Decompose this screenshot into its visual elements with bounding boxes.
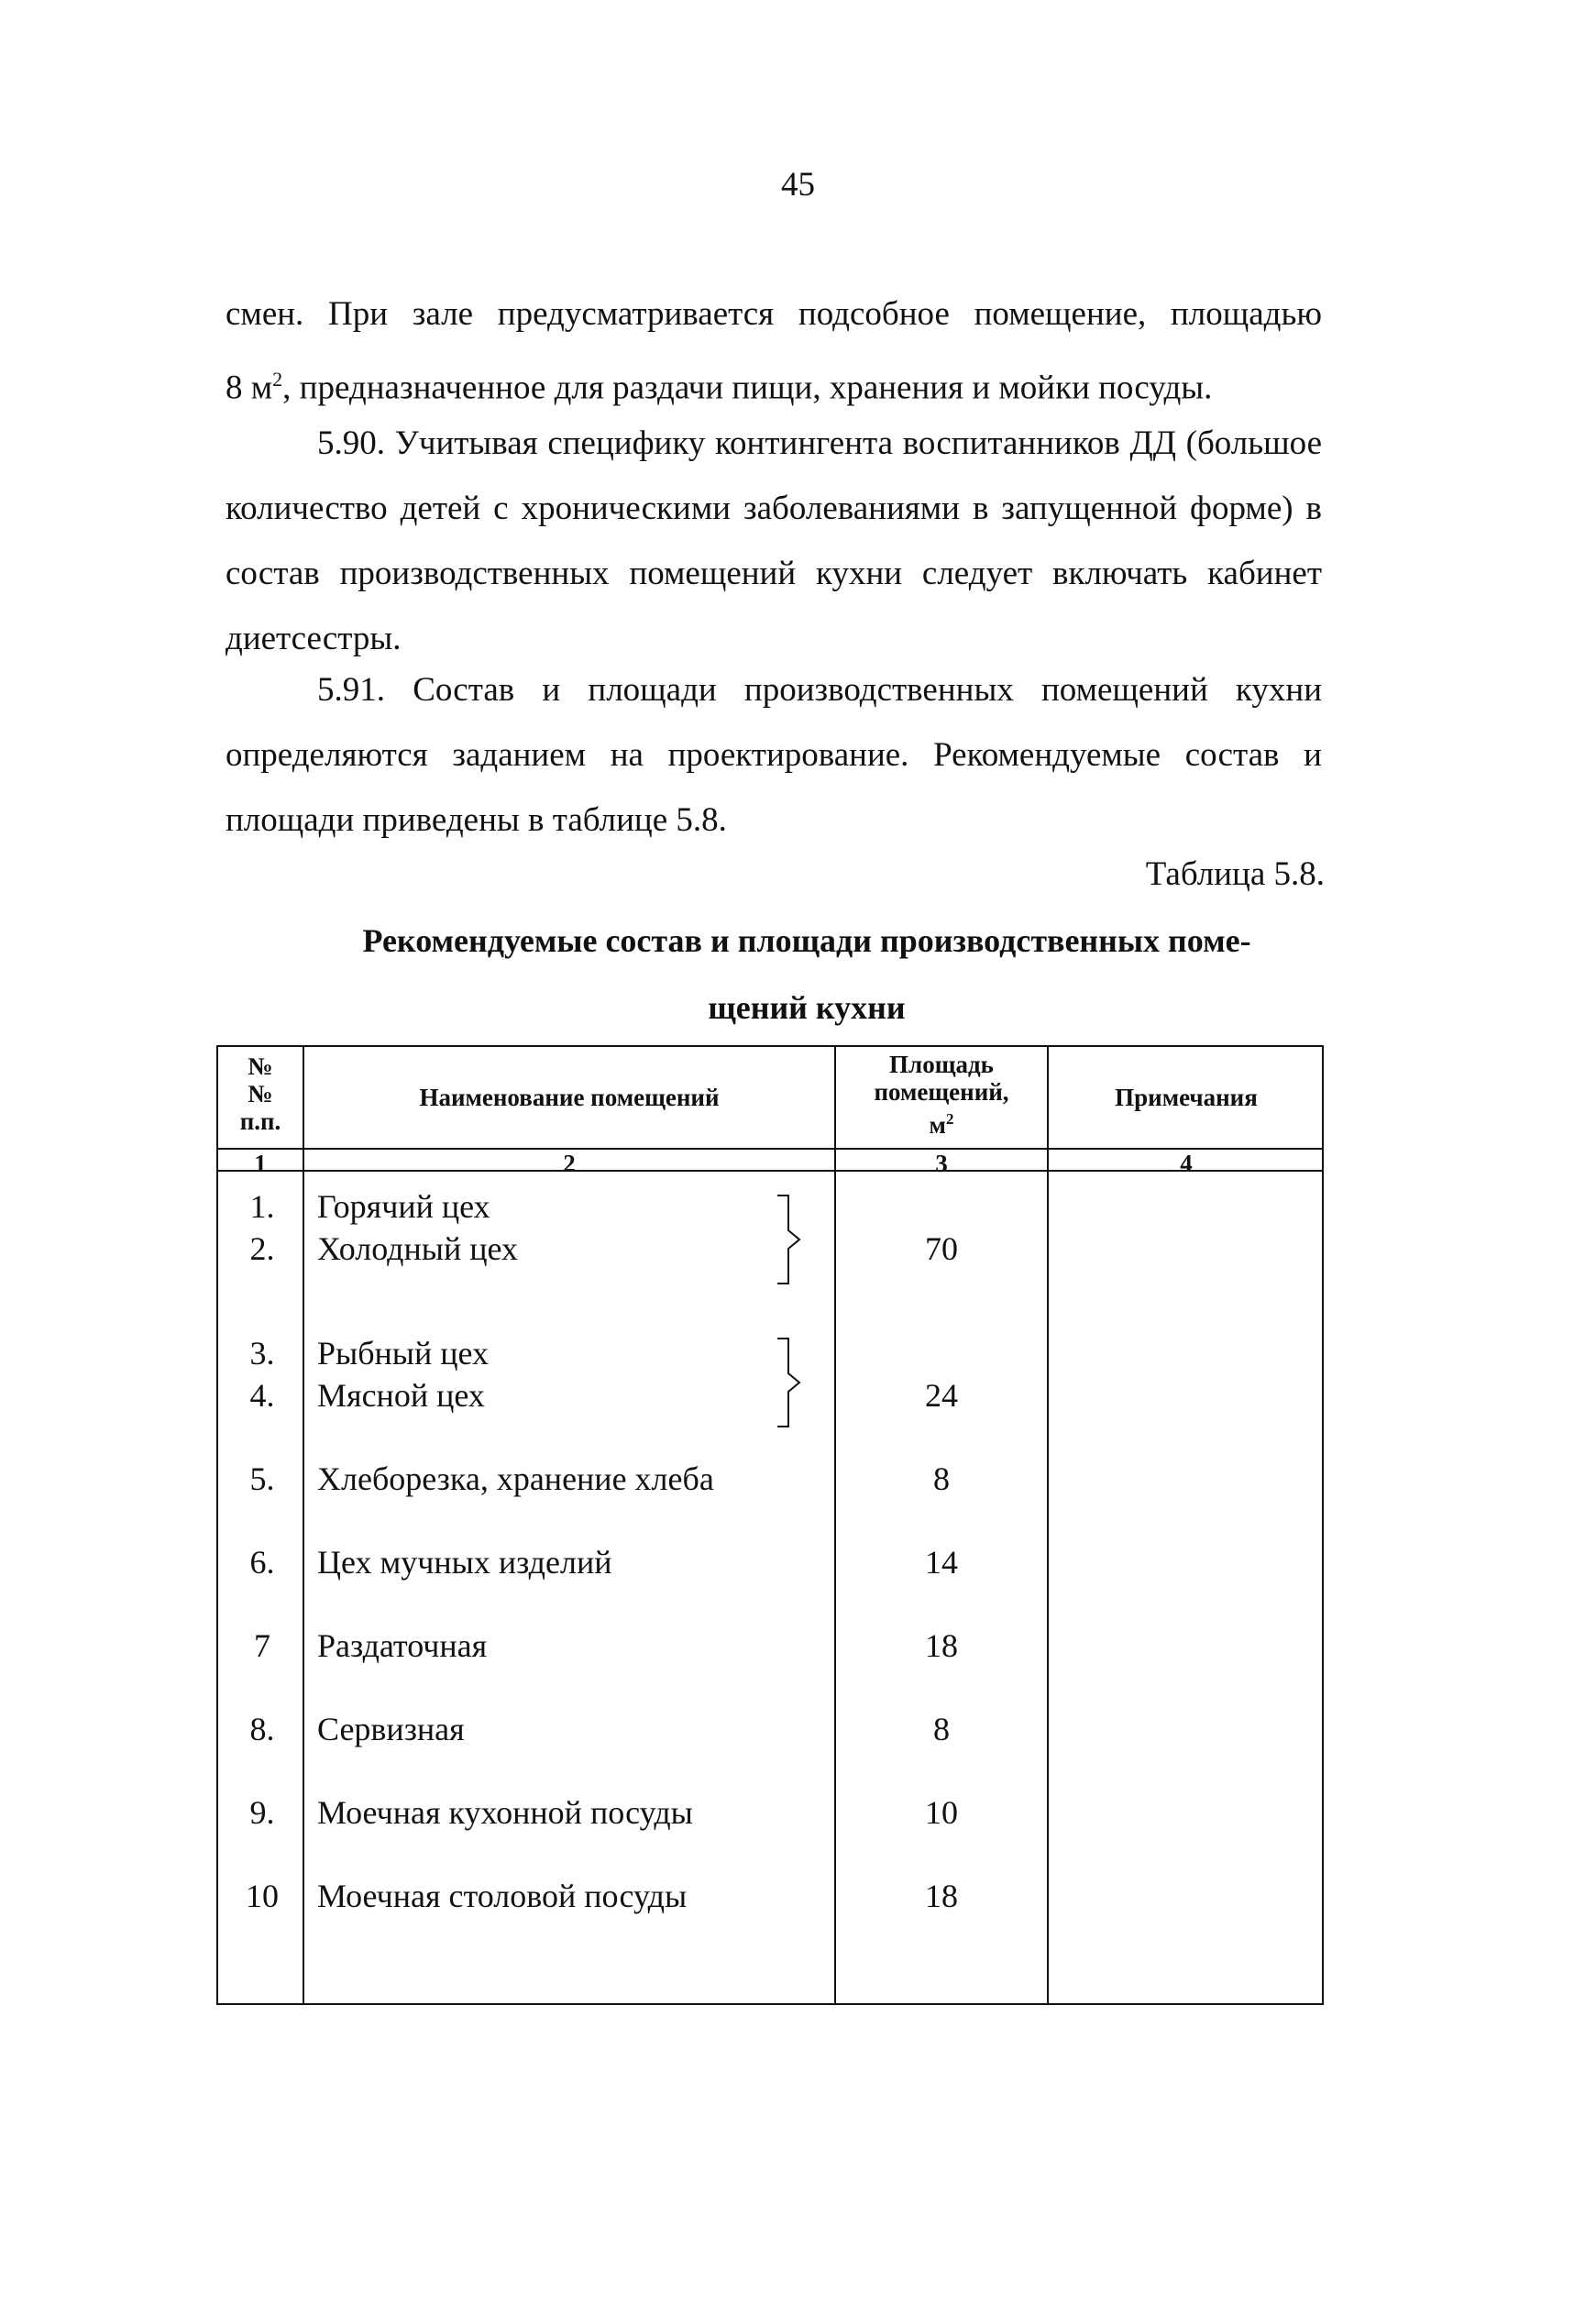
room-name: Цех мучных изделий bbox=[317, 1544, 612, 1581]
room-name: Моечная столовой посуды bbox=[317, 1878, 688, 1914]
column-number-3: 3 bbox=[935, 1150, 948, 1177]
table-title-line: Рекомендуемые состав и площади производственных поме- bbox=[362, 922, 1251, 959]
room-name: Холодный цех bbox=[317, 1230, 518, 1267]
table-caption: Таблица 5.8. bbox=[1145, 855, 1325, 893]
room-area: 18 bbox=[925, 1878, 958, 1914]
column-divider bbox=[1047, 1047, 1049, 2003]
room-area: 8 bbox=[933, 1711, 950, 1747]
room-area: 24 bbox=[925, 1377, 958, 1414]
header-num-line: № bbox=[248, 1080, 273, 1107]
column-number-2: 2 bbox=[563, 1150, 576, 1177]
room-area: 14 bbox=[925, 1544, 958, 1581]
superscript: 2 bbox=[945, 1110, 954, 1128]
row-number: 3. bbox=[249, 1335, 275, 1372]
header-num bbox=[218, 1052, 303, 1135]
page-number: 45 bbox=[781, 166, 815, 204]
row-number: 5. bbox=[249, 1460, 275, 1497]
header-num-line: № bbox=[248, 1052, 273, 1080]
rooms-table bbox=[216, 1045, 1324, 2005]
text-span: 8 м bbox=[226, 369, 273, 407]
paragraph-text: 5.91. Состав и площади производственных помещений кухни определяются заданием на проектирование. Рекомендуемые состав и площади приведены в таблице 5.8. bbox=[226, 671, 1322, 839]
header-area-line bbox=[836, 1106, 1047, 1139]
header-area-line: помещений, bbox=[874, 1078, 1009, 1106]
row-number: 10 bbox=[246, 1878, 279, 1914]
paragraph-line: смен. При зале предусматривается подсобное помещение, площадью bbox=[226, 295, 1322, 333]
room-name: Сервизная bbox=[317, 1711, 465, 1747]
row-number: 2. bbox=[249, 1230, 275, 1267]
paragraph-text: 5.90. Учитывая специфику контингента воспитанников ДД (большое количество детей с хроническими заболеваниями в запущенной форме) в состав производственных помещений кухни следует включать кабинет диетсестры. bbox=[226, 424, 1322, 657]
row-number: 9. bbox=[249, 1794, 275, 1831]
row-number: 1. bbox=[249, 1188, 275, 1225]
right-brace-icon bbox=[768, 1337, 814, 1428]
paragraph-line bbox=[226, 347, 1322, 420]
table-title bbox=[312, 908, 1302, 1041]
paragraph-5-90 bbox=[226, 411, 1322, 671]
room-name: Раздаточная bbox=[317, 1627, 488, 1664]
room-area: 8 bbox=[933, 1460, 950, 1497]
text-span: , предназначенное для раздачи пищи, хранения и мойки посуды. bbox=[282, 369, 1213, 407]
header-num-line: п.п. bbox=[239, 1107, 281, 1135]
row-number: 4. bbox=[249, 1377, 275, 1414]
row-number: 6. bbox=[249, 1544, 275, 1581]
room-area: 10 bbox=[925, 1794, 958, 1831]
room-name: Мясной цех bbox=[317, 1377, 485, 1414]
row-number: 7 bbox=[254, 1627, 270, 1664]
table-title-line: щений кухни bbox=[708, 989, 906, 1026]
room-area: 18 bbox=[925, 1627, 958, 1664]
paragraph-5-91 bbox=[226, 657, 1322, 853]
room-name: Рыбный цех bbox=[317, 1335, 490, 1372]
paragraph-continuation bbox=[226, 281, 1322, 420]
header-notes: Примечания bbox=[1115, 1084, 1258, 1111]
column-number-4: 4 bbox=[1180, 1150, 1193, 1177]
row-number: 8. bbox=[249, 1711, 275, 1747]
header-area bbox=[836, 1051, 1047, 1139]
header-area-line: Площадь bbox=[889, 1051, 994, 1078]
header-area-unit: м bbox=[929, 1111, 946, 1139]
room-name: Горячий цех bbox=[317, 1188, 490, 1225]
room-area: 70 bbox=[925, 1230, 958, 1267]
superscript: 2 bbox=[272, 368, 283, 391]
header-name: Наименование помещений bbox=[419, 1084, 720, 1111]
room-name: Моечная кухонной посуды bbox=[317, 1794, 693, 1831]
room-name: Хлеборезка, хранение хлеба bbox=[317, 1460, 714, 1497]
right-brace-icon bbox=[768, 1194, 814, 1285]
column-divider bbox=[834, 1047, 836, 2003]
column-number-1: 1 bbox=[254, 1150, 267, 1177]
